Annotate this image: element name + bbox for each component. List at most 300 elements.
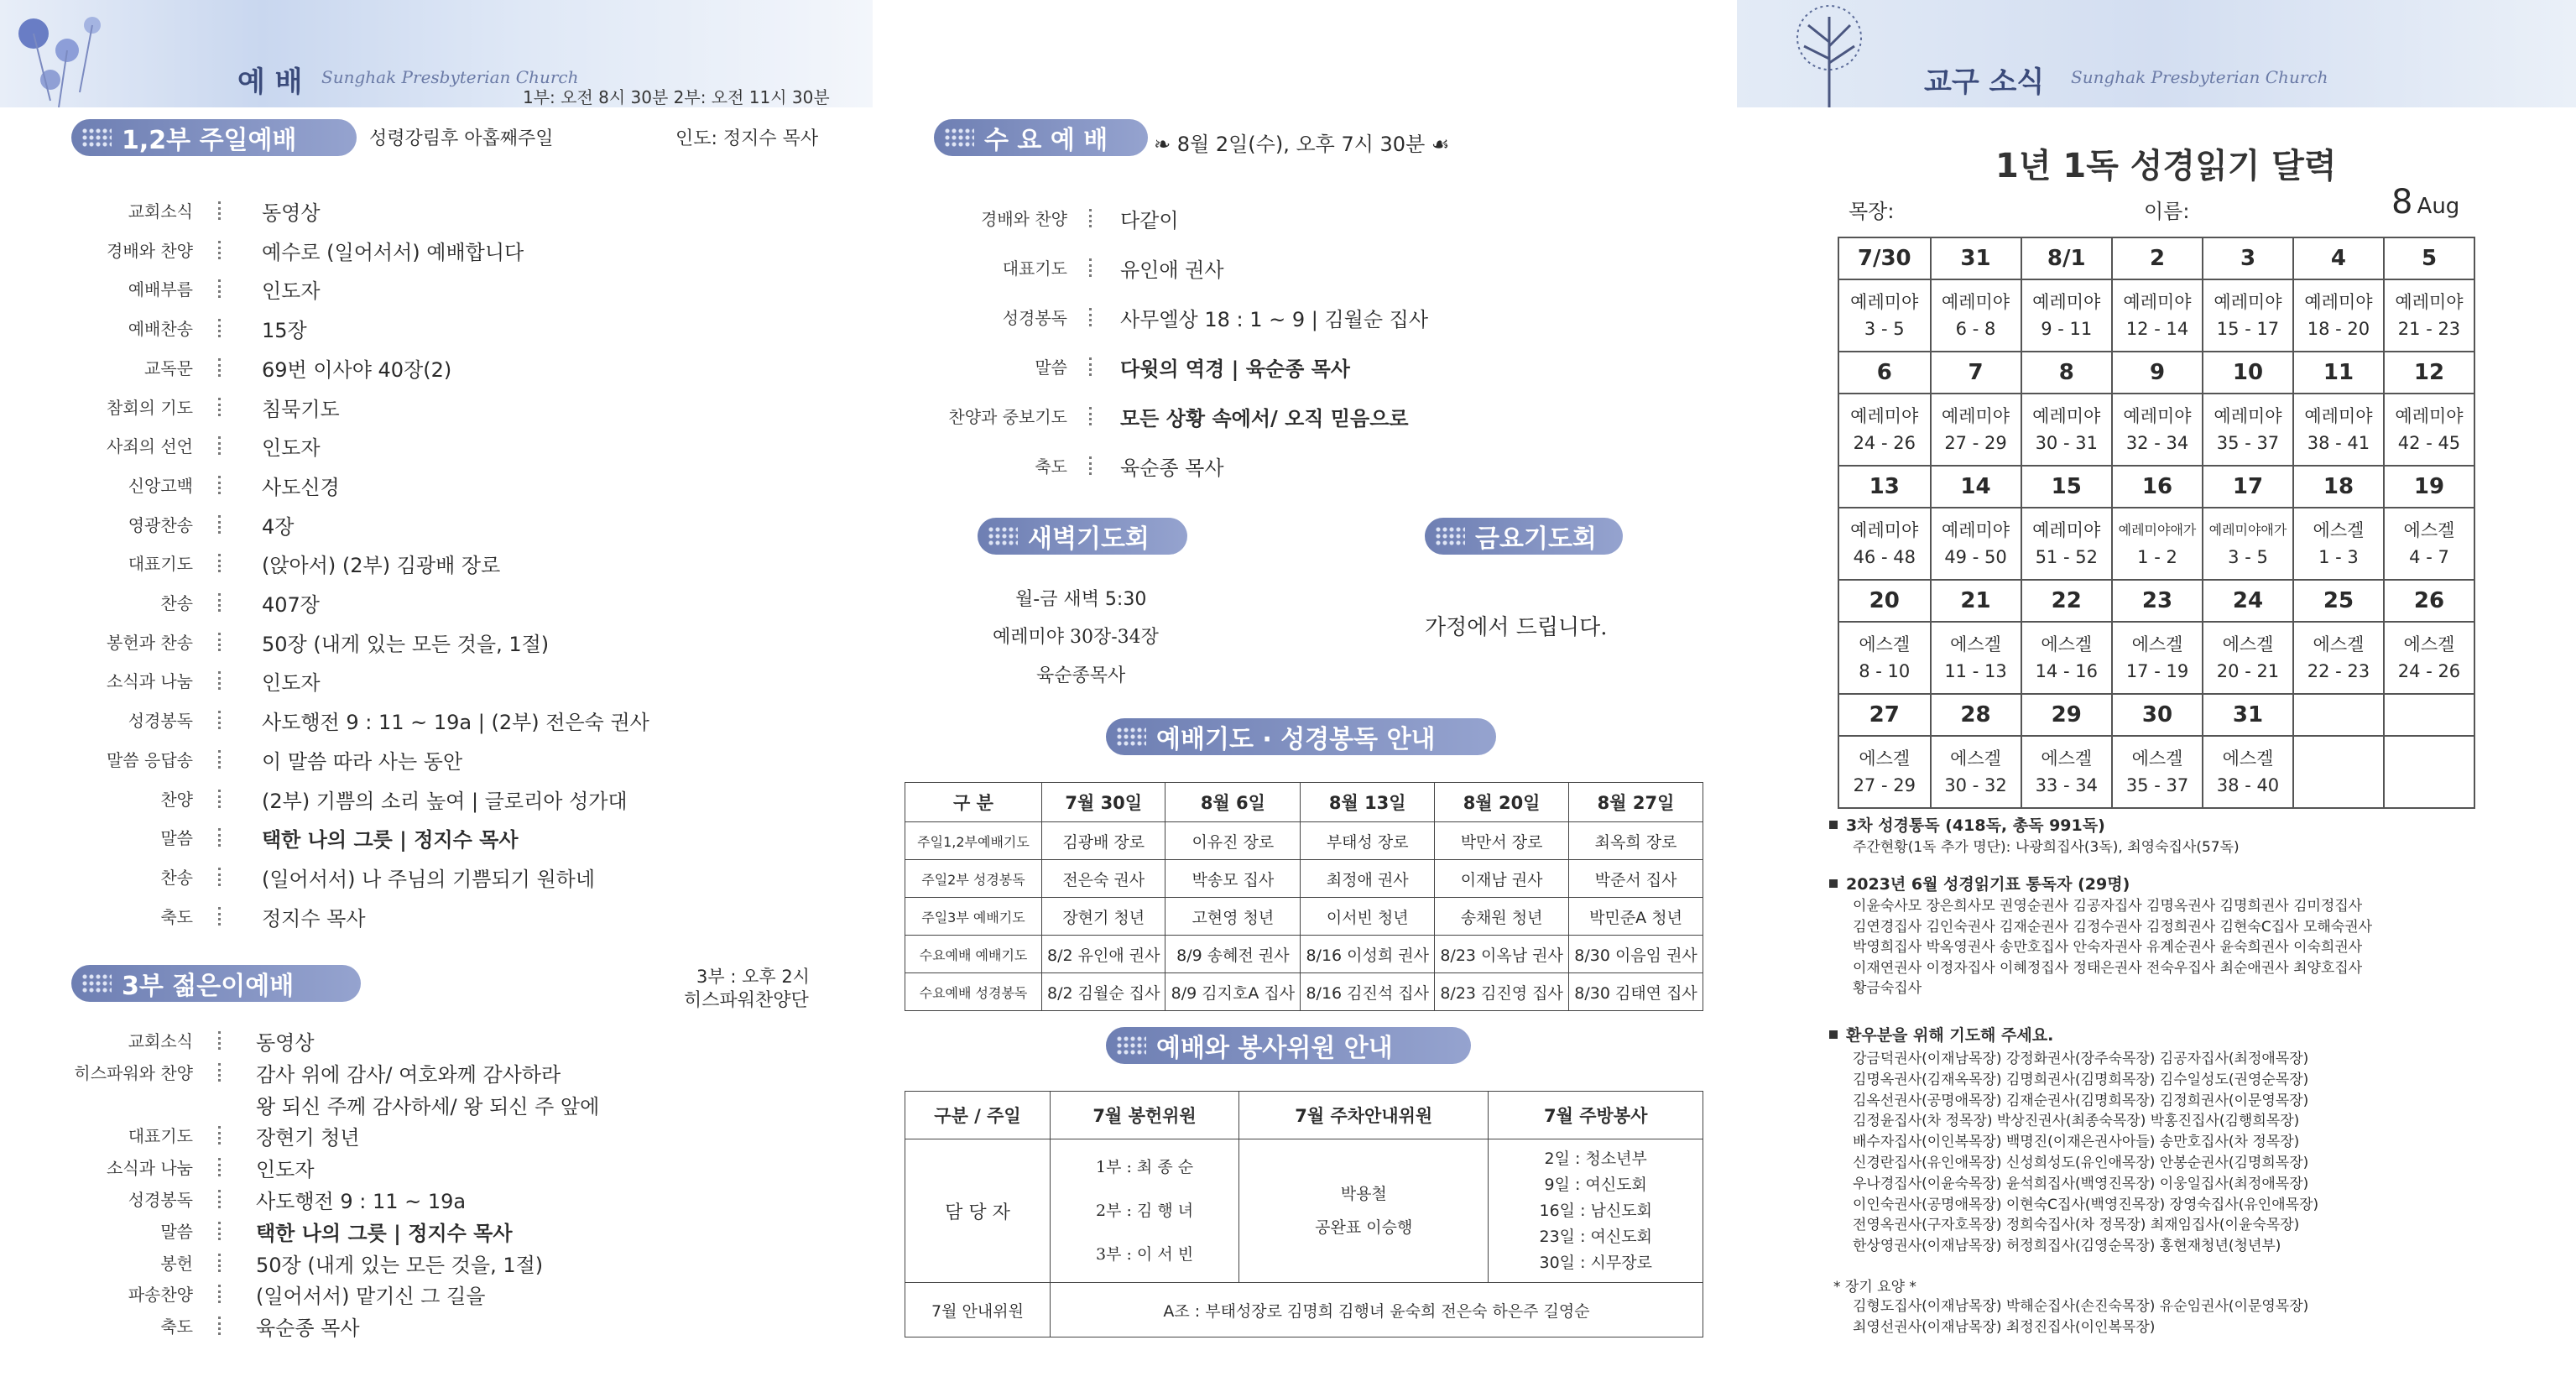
calendar-reading [2112,279,2203,352]
reading-chapters: 42 - 45 [2397,433,2461,453]
service12-row-colon [218,711,224,729]
volunteers-pill [1106,1027,1471,1064]
service3-pill-label: 3부 젊은이예배 [122,972,295,1001]
service12-row-value: 사도행전 9 : 11 ~ 19a | (2부) 전은숙 권사 [262,711,649,735]
calendar-reading-row [1838,508,2474,580]
vol-header-0: 구분 / 주일 [905,1092,1051,1139]
service12-row-value: (2부) 기쁨의 소리 높여 | 글로리아 성가대 [262,789,628,813]
service3-row-label: 성경봉독 [128,1190,193,1210]
prayer-schedule-pill [1106,718,1496,755]
reading-chapters: 1 - 3 [2318,547,2359,567]
service12-row-value: 동영상 [262,201,321,225]
sick-line: 우나경집사(이윤숙목장) 윤석희집사(백영진목장) 이웅일집사(최정애목장) [1853,1175,2309,1192]
prayer-cell: 수요예배 성경봉독 [905,973,1042,1011]
reading-chapters: 49 - 50 [1944,547,2007,567]
calendar-reading [2021,736,2113,808]
service12-row-label: 말씀 응답송 [107,749,193,770]
prayer-cell: 박민준A 청년 [1569,898,1703,936]
service12-row-value: 침묵기도 [262,397,340,421]
prayer-schedule-pill-label: 예배기도 · 성경봉독 안내 [1156,725,1436,754]
calendar-reading [2293,508,2384,580]
name-label: 이름: [2144,200,2190,223]
wednesday-pill [934,119,1148,156]
june-reader-line: 이재연권사 이정자집사 이혜정집사 정태은권사 전숙우집사 최순애권사 최양호집사 [1853,959,2363,977]
service12-row-colon [218,868,224,886]
calendar-reading [2112,622,2203,694]
reading-chapters: 32 - 34 [2125,433,2189,453]
prayer-cell: 수요예배 예배기도 [905,936,1042,973]
prayer-header: 7월 30일 [1042,783,1165,822]
service3-row-colon [218,1031,224,1050]
calendar-date: 13 [1838,466,1931,508]
reading-chapters: 38 - 40 [2216,775,2280,795]
service12-row-label: 영광찬송 [128,514,193,535]
calendar-date: 31 [1931,237,2021,279]
calendar-date: 16 [2112,466,2203,508]
service3-row-value: 인도자 [256,1158,315,1182]
service3-row-label: 소식과 나눔 [107,1158,193,1179]
reading-chapters: 46 - 48 [1853,547,1916,567]
vol-kitchen-5: 30일 : 시무장로 [1539,1253,1652,1272]
calendar-reading [2203,394,2293,466]
service12-row-colon [218,319,224,337]
calendar-reading [2384,508,2474,580]
calendar-date: 30 [2112,694,2203,736]
reading-chapters: 27 - 29 [1944,433,2007,453]
calendar-date: 18 [2293,466,2384,508]
service12-row-colon [218,279,224,298]
calendar-date: 14 [1931,466,2021,508]
sick-line: 김옥선권사(공명애목장) 김재순권사(김명희목장) 김정희권사(이문영목장) [1853,1092,2309,1109]
vol-parking-2: 공완표 이승행 [1315,1218,1413,1237]
vol-row-label: 담 당 자 [905,1139,1051,1283]
calendar-reading [2021,394,2113,466]
sick-line: 이인숙권사(공명애목장) 이현숙C집사(백영진목장) 장영숙집사(유인애목장) [1853,1196,2319,1213]
service3-row-colon [218,1126,224,1145]
service12-row-label: 말씀 [160,828,193,849]
prayer-header: 구 분 [905,783,1042,822]
wednesday-time [1154,128,1449,157]
sick-line: 김정윤집사(차 정목장) 박상진권사(최종숙목장) 박홍진집사(김행희목장) [1853,1113,2300,1130]
service12-row-label: 찬송 [160,867,193,888]
prayer-cell: 이서빈 청년 [1301,898,1435,936]
reading-chapters: 30 - 31 [2035,433,2098,453]
service12-row-colon [218,671,224,690]
prayer-cell: 주일2부 성경봉독 [905,860,1042,898]
calendar-date [2384,694,2474,736]
prayer-cell: 박송모 집사 [1165,860,1301,898]
vol-kitchen-2: 9일 : 여신도회 [1544,1175,1647,1194]
wednesday-pill-label: 수 요 예 배 [984,126,1108,155]
calendar-date: 7 [1931,352,2021,394]
calendar-reading [2112,394,2203,466]
vol-guide-label: 7월 안내위원 [905,1283,1051,1337]
care-line: 최영선권사(이재남목장) 최정진집사(이인복목장) [1853,1318,2156,1336]
vol-offering-cell [1051,1139,1239,1283]
calendar-reading [2203,736,2293,808]
prayer-header: 8월 27일 [1569,783,1703,822]
bullet-square-icon [1829,879,1838,888]
service12-row-value: 407장 [262,593,320,617]
calendar-date: 28 [1931,694,2021,736]
service12-row-label: 소식과 나눔 [107,671,193,692]
service12-row-colon [218,828,224,847]
reading-chapters: 18 - 20 [2307,319,2370,339]
june-reader-line: 황금숙집사 [1853,980,1922,997]
prayer-row [905,860,1703,898]
prayer-cell: 8/23 이옥남 권사 [1435,936,1569,973]
reading-calendar [1838,237,2475,809]
calendar-date: 15 [2021,466,2113,508]
reading-chapters: 24 - 26 [1853,433,1916,453]
reading-book: 예레미야애가 [2118,522,2197,538]
calendar-date: 4 [2293,237,2384,279]
vol-kitchen-3: 16일 : 남신도회 [1539,1201,1652,1220]
service12-row-label: 사죄의 선언 [107,436,193,457]
sick-line: 배수자집사(이인복목장) 백명진(이재은권사아들) 송만호집사(차 정목장) [1853,1134,2300,1151]
prayer-cell: 8/30 이음임 권사 [1569,936,1703,973]
vol-offering-2: 2부 : 김 행 녀 [1096,1202,1194,1220]
service12-pill [71,119,357,156]
calendar-reading [2021,508,2113,580]
calendar-date-row [1838,466,2474,508]
calendar-reading [2203,508,2293,580]
dawn-pill-label: 새벽기도회 [1028,524,1150,554]
service12-row-label: 축도 [160,906,193,927]
calendar-date: 17 [2203,466,2293,508]
reading-chapters: 1 - 2 [2137,547,2177,567]
reading-chapters: 11 - 13 [1944,661,2007,681]
service3-row-value: 동영상 [256,1031,315,1055]
vol-kitchen-4: 23일 : 여신도회 [1539,1227,1652,1246]
calendar-date: 20 [1838,580,1931,622]
reading-chapters: 51 - 52 [2035,547,2098,567]
reading-book: 에스겔 [2222,748,2274,769]
vol-parking-1: 박용철 [1340,1185,1387,1203]
prayer-header: 8월 20일 [1435,783,1569,822]
reading-chapters: 24 - 26 [2397,661,2461,681]
service3-row-label: 대표기도 [128,1126,193,1147]
calendar-date: 22 [2021,580,2113,622]
service12-row-value: (일어서서) 나 주님의 기쁨되기 원하네 [262,867,596,891]
bullet-square-icon [1829,1030,1838,1039]
service12-row-value: 15장 [262,319,307,343]
calendar-date: 23 [2112,580,2203,622]
calendar-reading [1931,736,2021,808]
calendar-reading [1838,622,1931,694]
prayer-row [905,973,1703,1011]
service3-row-colon [218,1158,224,1176]
reading-book: 예레미야 [2032,292,2101,312]
care-line: 김형도집사(이재남목장) 박해순집사(손진숙목장) 유순임권사(이문영목장) [1853,1298,2309,1315]
reading-book: 에스겔 [1950,748,2001,769]
wednesday-row-label: 축도 [1035,456,1067,477]
reading-book: 예레미야 [2032,520,2101,540]
month-number: 8 [2391,183,2413,222]
dawn-pill [978,518,1187,555]
calendar-reading [2203,279,2293,352]
reading-book: 에스겔 [2131,634,2183,654]
service12-row-label: 찬양 [160,789,193,810]
reading-book: 에스겔 [2313,634,2365,654]
calendar-date: 11 [2293,352,2384,394]
calendar-reading [2293,394,2384,466]
reading-chapters: 8 - 10 [1859,661,1911,681]
service12-row-label: 신앙고백 [128,475,193,496]
reading-book: 에스겔 [1950,634,2001,654]
calendar-reading-row [1838,622,2474,694]
prayer-cell: 8/23 김진영 집사 [1435,973,1569,1011]
wednesday-row-colon [1089,456,1095,475]
prayer-cell: 8/16 김진석 집사 [1301,973,1435,1011]
prayer-cell: 박만서 장로 [1435,822,1569,860]
reading3-sub: 주간현황(1독 추가 명단): 나광희집사(3독), 최영숙집사(57독) [1853,839,2240,856]
calendar-date: 29 [2021,694,2113,736]
calendar-date: 3 [2203,237,2293,279]
service3-row-colon [218,1254,224,1272]
calendar-date: 26 [2384,580,2474,622]
service12-row-colon [218,593,224,612]
service3-row-colon [218,1190,224,1208]
service12-row-value: 69번 이사야 40장(2) [262,357,452,382]
church-script-right: Sunghak Presbyterian Church [2071,67,2328,87]
calendar-date: 31 [2203,694,2293,736]
sick-line: 강금덕권사(이재남목장) 강정화권사(장주숙목장) 김공자집사(최정애목장) [1853,1051,2309,1067]
prayer-schedule-table [905,782,1703,1011]
calendar-reading [2203,622,2293,694]
calendar-date: 21 [1931,580,2021,622]
prayer-cell: 주일3부 예배기도 [905,898,1042,936]
june-reader-line: 김연경집사 김인숙권사 김재순권사 김정수권사 김정희권사 김현숙C집사 모해숙권사 [1853,918,2373,936]
parish-news-title: 교구 소식 [1924,65,2045,99]
friday-pill-label: 금요기도회 [1475,524,1597,554]
wednesday-time-text: 8월 2일(수), 오후 7시 30분 [1176,133,1426,156]
prayer-cell: 최옥희 장로 [1569,822,1703,860]
prayer-row [905,936,1703,973]
reading-book: 에스겔 [2041,748,2093,769]
calendar-date: 19 [2384,466,2474,508]
reading-chapters: 35 - 37 [2216,433,2280,453]
calendar-date: 24 [2203,580,2293,622]
calendar-date: 8/1 [2021,237,2113,279]
reading-chapters: 35 - 37 [2125,775,2189,795]
wednesday-row-label: 찬양과 중보기도 [948,407,1067,427]
calendar-reading-row [1838,736,2474,808]
sick-line: 신경란집사(유인애목장) 신성희성도(유인애목장) 안봉순권사(김명희목장) [1853,1155,2309,1171]
volunteers-pill-label: 예배와 봉사위원 안내 [1156,1034,1393,1063]
service12-row-colon [218,515,224,534]
pill-dots-icon [81,128,112,148]
wednesday-row-colon [1089,308,1095,326]
reading-book: 예레미야애가 [2208,522,2287,538]
calendar-reading [2384,394,2474,466]
reading-chapters: 30 - 32 [1944,775,2007,795]
calendar-reading [1838,394,1931,466]
calendar-reading [2293,622,2384,694]
vol-parking-cell [1239,1139,1489,1283]
calendar-reading [1931,279,2021,352]
reading-book: 예레미야 [2123,406,2192,426]
service12-row-colon [218,436,224,455]
reading-chapters: 3 - 5 [1864,319,1905,339]
service3-row-label: 교회소식 [128,1031,193,1051]
dawn-line-2: 예레미야 30장-34장 [993,627,1159,648]
wednesday-row-label: 말씀 [1035,357,1067,378]
prayer-cell: 8/2 김월순 집사 [1042,973,1165,1011]
calendar-reading-row [1838,394,2474,466]
service12-row-label: 교회소식 [128,201,193,222]
calendar-date: 8 [2021,352,2113,394]
june-title: 2023년 6월 성경읽기표 통독자 (29명) [1846,875,2130,894]
reading-chapters: 6 - 8 [1955,319,1996,339]
calendar-reading [1931,622,2021,694]
prayer-cell: 주일1,2부예배기도 [905,822,1042,860]
pill-dots-icon [1116,727,1146,747]
wednesday-row-colon [1089,258,1095,277]
wednesday-row-value: 사무엘상 18 : 1 ~ 9 | 김월순 집사 [1120,308,1429,331]
calendar-reading [1838,736,1931,808]
reading-book: 예레미야 [1941,520,2010,540]
calendar-reading [1931,394,2021,466]
calendar-date: 2 [2112,237,2203,279]
calendar-date-row [1838,237,2474,279]
care-title: * 장기 요양 * [1833,1279,1916,1296]
prayer-cell: 장현기 청년 [1042,898,1165,936]
reading-book: 예레미야 [1850,520,1919,540]
prayer-row [905,898,1703,936]
service12-row-colon [218,398,224,416]
reading-book: 예레미야 [2304,292,2373,312]
june-reader-line: 박영희집사 박옥영권사 송만호집사 안숙자권사 유계순권사 윤숙희권사 이숙희권사 [1853,939,2363,956]
prayer-header: 8월 6일 [1165,783,1301,822]
service3-team: 히스파워찬양단 [684,990,809,1011]
calendar-date: 27 [1838,694,1931,736]
service12-row-label: 봉헌과 찬송 [107,632,193,653]
right-banner [1737,0,2576,107]
reading-book: 에스겔 [2041,634,2093,654]
reading-chapters: 3 - 5 [2228,547,2268,567]
reading-book: 예레미야 [1941,292,2010,312]
vol-offering-1: 1부 : 최 종 순 [1096,1158,1194,1176]
calendar-date: 7/30 [1838,237,1931,279]
sick-line: 한상영권사(이재남목장) 허정희집사(김영순목장) 홍현재청년(청년부) [1853,1238,2281,1255]
reading-book: 에스겔 [1859,748,1911,769]
calendar-reading [2384,279,2474,352]
service12-row-colon [218,907,224,926]
reading-chapters: 22 - 23 [2307,661,2370,681]
volunteers-table [905,1091,1703,1337]
reading-chapters: 21 - 23 [2397,319,2461,339]
reading-chapters: 38 - 41 [2307,433,2370,453]
prayer-cell: 8/30 김태연 집사 [1569,973,1703,1011]
reading-chapters: 33 - 34 [2035,775,2098,795]
prayer-cell: 8/16 이성희 권사 [1301,936,1435,973]
reading-book: 예레미야 [2214,406,2282,426]
flower-decoration-icon [0,0,143,107]
reading-book: 에스겔 [2131,748,2183,769]
service3-row-value: 택한 나의 그릇 | 정지수 목사 [256,1220,513,1245]
service3-row-colon [218,1285,224,1303]
wednesday-row-label: 대표기도 [1002,258,1067,279]
calendar-reading [1838,508,1931,580]
service12-row-colon [218,476,224,494]
prayer-cell: 이유진 장로 [1165,822,1301,860]
calendar-date: 10 [2203,352,2293,394]
service3-row-label: 히스파워와 찬양 [74,1062,193,1083]
calendar-date-row [1838,580,2474,622]
dawn-line-3: 육순종목사 [1036,665,1126,686]
service12-row-value: 사도신경 [262,475,340,499]
calendar-reading [2021,622,2113,694]
pill-dots-icon [944,128,974,148]
wednesday-row-value: 모든 상황 속에서/ 오직 믿음으로 [1120,406,1409,430]
service3-row-value: 50장 (내게 있는 모든 것을, 1절) [256,1253,544,1277]
service12-row-label: 예배부름 [128,279,193,300]
vol-kitchen-cell [1489,1139,1703,1283]
reading-chapters: 15 - 17 [2216,319,2280,339]
service12-row-value: 인도자 [262,436,321,461]
prayer-cell: 송채원 청년 [1435,898,1569,936]
reading-book: 예레미야 [2214,292,2282,312]
service3-row-label: 봉헌 [160,1253,193,1274]
prayer-cell: 8/9 송혜전 권사 [1165,936,1301,973]
prayer-cell: 고현영 청년 [1165,898,1301,936]
service12-row-colon [218,633,224,651]
reading-book: 예레미야 [2304,406,2373,426]
vol-offering-3: 3부 : 이 서 빈 [1096,1245,1194,1264]
bullet-square-icon [1829,821,1838,829]
reading-chapters: 4 - 7 [2409,547,2449,567]
calendar-date: 9 [2112,352,2203,394]
service12-row-label: 예배찬송 [128,319,193,340]
reading-chapters: 20 - 21 [2216,661,2280,681]
calendar-reading [2112,736,2203,808]
reading-book: 예레미야 [1850,292,1919,312]
ornament-right-icon: ☙ [1425,133,1450,156]
service12-row-colon [218,358,224,377]
june-reader-line: 이윤숙사모 장은희사모 권영순권사 김공자집사 김명옥권사 김명희권사 김미정집사 [1853,898,2363,915]
prayer-cell: 전은숙 권사 [1042,860,1165,898]
friday-pill [1425,518,1623,555]
service12-row-value: 인도자 [262,279,321,304]
reading-book: 에스겔 [2313,520,2365,540]
reading-chapters: 27 - 29 [1853,775,1916,795]
service12-row-value: (앉아서) (2부) 김광배 장로 [262,554,501,578]
wednesday-row-label: 경배와 찬양 [981,209,1067,229]
sick-title: 환우분을 위해 기도해 주세요. [1846,1026,2054,1045]
service12-row-colon [218,201,224,220]
prayer-cell: 8/2 유인애 권사 [1042,936,1165,973]
service-times: 1부: 오전 8시 30분 2부: 오전 11시 30분 [523,87,830,107]
reading-book: 예레미야 [2123,292,2192,312]
prayer-cell: 박준서 집사 [1569,860,1703,898]
service12-subtitle: 성령강림후 아홉째주일 [369,128,554,149]
reading-chapters: 17 - 19 [2125,661,2189,681]
service3-row-label: 말씀 [160,1221,193,1242]
service3-row-label: 축도 [160,1317,193,1337]
tree-decoration-icon [1770,0,1888,107]
service3-row-colon [218,1063,224,1082]
worship-banner-title: 예 배 [237,65,303,99]
pill-dots-icon [1116,1035,1146,1056]
calendar-reading [2112,508,2203,580]
service12-leader: 인도: 정지수 목사 [675,128,819,149]
service12-row-value: 정지수 목사 [262,906,366,931]
vol-kitchen-1: 2일 : 청소년부 [1544,1149,1647,1168]
wednesday-row-value: 다윗의 역경 | 육순종 목사 [1120,357,1350,381]
service12-row-label: 찬송 [160,593,193,613]
church-script-left: Sunghak Presbyterian Church [321,67,579,87]
